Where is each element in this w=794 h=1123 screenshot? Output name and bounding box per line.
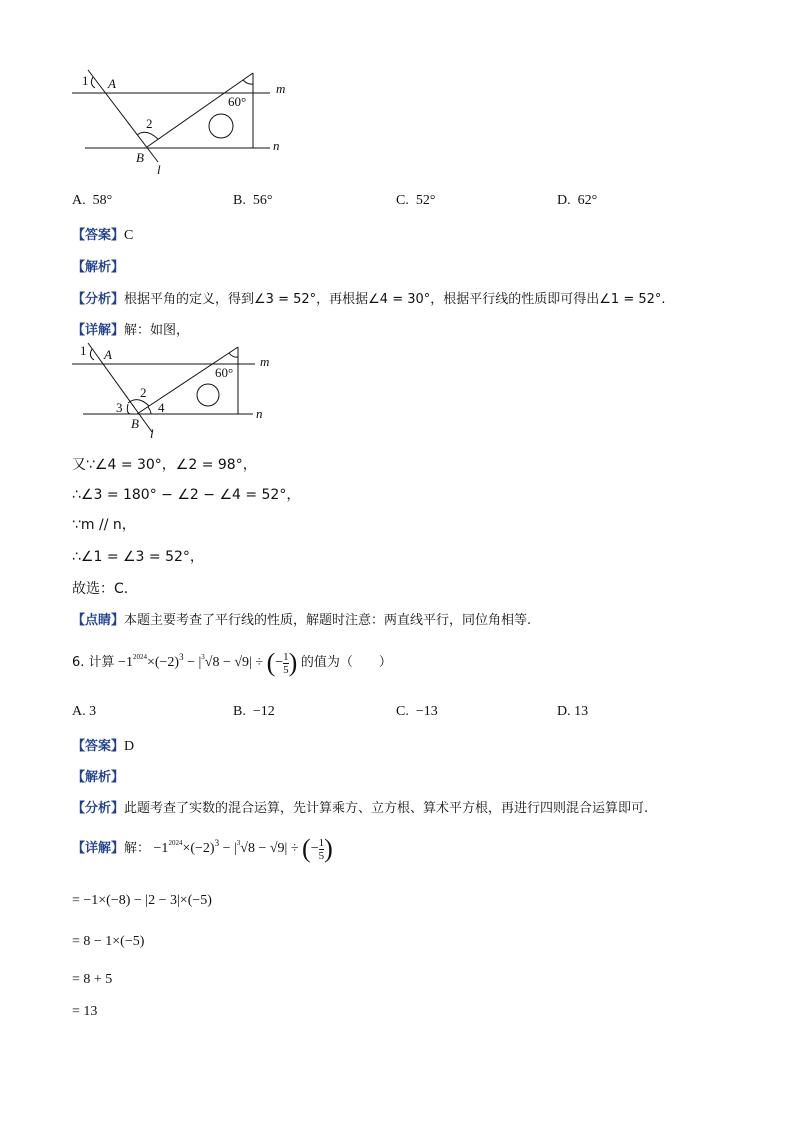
- label-60: 60°: [228, 94, 247, 109]
- angle-arc-60: [243, 80, 253, 84]
- q5-option-b: B. 56°: [233, 193, 273, 208]
- q6-step-2: = 8 − 1×(−5): [72, 934, 145, 949]
- label-b: B: [136, 150, 144, 165]
- q5-step-2: ∴∠3 = 180° − ∠2 − ∠4 = 52°，: [72, 487, 301, 503]
- angle-arc-60: [229, 353, 238, 357]
- q5-detail: 【详解】解：如图，: [72, 323, 190, 338]
- angle-arc-4: [148, 407, 151, 414]
- q5-analysis: 【分析】根据平角的定义，得到∠3 = 52°，再根据∠4 = 30°，根据平行线的性质即可得出∠1 = 52°.: [72, 292, 666, 307]
- parallel-lines-figure-2: [70, 340, 280, 440]
- q5-jiexi: 【解析】: [72, 260, 125, 275]
- label-n: n: [273, 138, 280, 153]
- q6-option-c: C. −13: [396, 704, 438, 719]
- q6-detail: 【详解】解： $-1^{2024}\times(-2)^3 - |^3√8 - √9|$ ÷ (− $\frac{1}{5}$ ): [72, 834, 333, 863]
- label-4: 4: [158, 400, 165, 415]
- parallel-lines-figure-1: [70, 66, 300, 178]
- label-1: 1: [80, 343, 87, 358]
- q5-step-5: 故选：C.: [72, 581, 129, 597]
- angle-arc-3: [127, 404, 130, 414]
- q6-analysis: 【分析】此题考查了实数的混合运算，先计算乘方、立方根、算术平方根，再进行四则混合运算即可.: [72, 801, 649, 816]
- q6-step-3: = 8 + 5: [72, 972, 113, 987]
- label-a: A: [108, 76, 116, 91]
- label-a: A: [104, 347, 112, 362]
- q6-option-b: B. −12: [233, 704, 275, 719]
- q5-option-a: A. 58°: [72, 193, 113, 208]
- label-3: 3: [116, 400, 123, 415]
- label-l: l: [157, 162, 161, 177]
- q6-step-1: = −1×(−8) − |2 − 3|×(−5): [72, 893, 212, 908]
- q5-key-point: 【点睛】本题主要考查了平行线的性质，解题时注意：两直线平行，同位角相等.: [72, 613, 532, 628]
- q5-step-1: 又∵∠4 = 30°，∠2 = 98°，: [72, 457, 257, 473]
- q6-answer: 【答案】D: [72, 739, 135, 754]
- q6-option-d: D. 13: [557, 704, 589, 719]
- triangle-hole: [197, 384, 219, 406]
- q6-option-a: A. 3: [72, 704, 97, 719]
- q6-jiexi: 【解析】: [72, 770, 125, 785]
- label-m: m: [276, 81, 286, 96]
- triangle-hypotenuse: [137, 347, 238, 414]
- label-2: 2: [146, 116, 153, 131]
- triangle-hole: [209, 114, 233, 138]
- label-l: l: [150, 426, 154, 440]
- q6-step-4: = 13: [72, 1004, 98, 1019]
- label-60: 60°: [215, 365, 234, 380]
- label-2: 2: [140, 385, 147, 400]
- q5-option-c: C. 52°: [396, 193, 436, 208]
- q5-step-3: ∵m // n，: [72, 517, 136, 533]
- q6-question: 6. 计算 $-1^{2024}\times(-2)^3 - |^3√8 - √9|$ ÷ (− $\frac{1}{5}$ ) 的值为（ ）: [72, 648, 392, 677]
- triangle-hypotenuse: [147, 73, 253, 147]
- q5-option-d: D. 62°: [557, 193, 598, 208]
- q5-answer: 【答案】C: [72, 228, 134, 243]
- label-b: B: [131, 416, 139, 431]
- q5-step-4: ∴∠1 = ∠3 = 52°，: [72, 549, 204, 565]
- label-1: 1: [82, 73, 89, 88]
- label-n: n: [256, 406, 263, 421]
- label-m: m: [260, 354, 270, 369]
